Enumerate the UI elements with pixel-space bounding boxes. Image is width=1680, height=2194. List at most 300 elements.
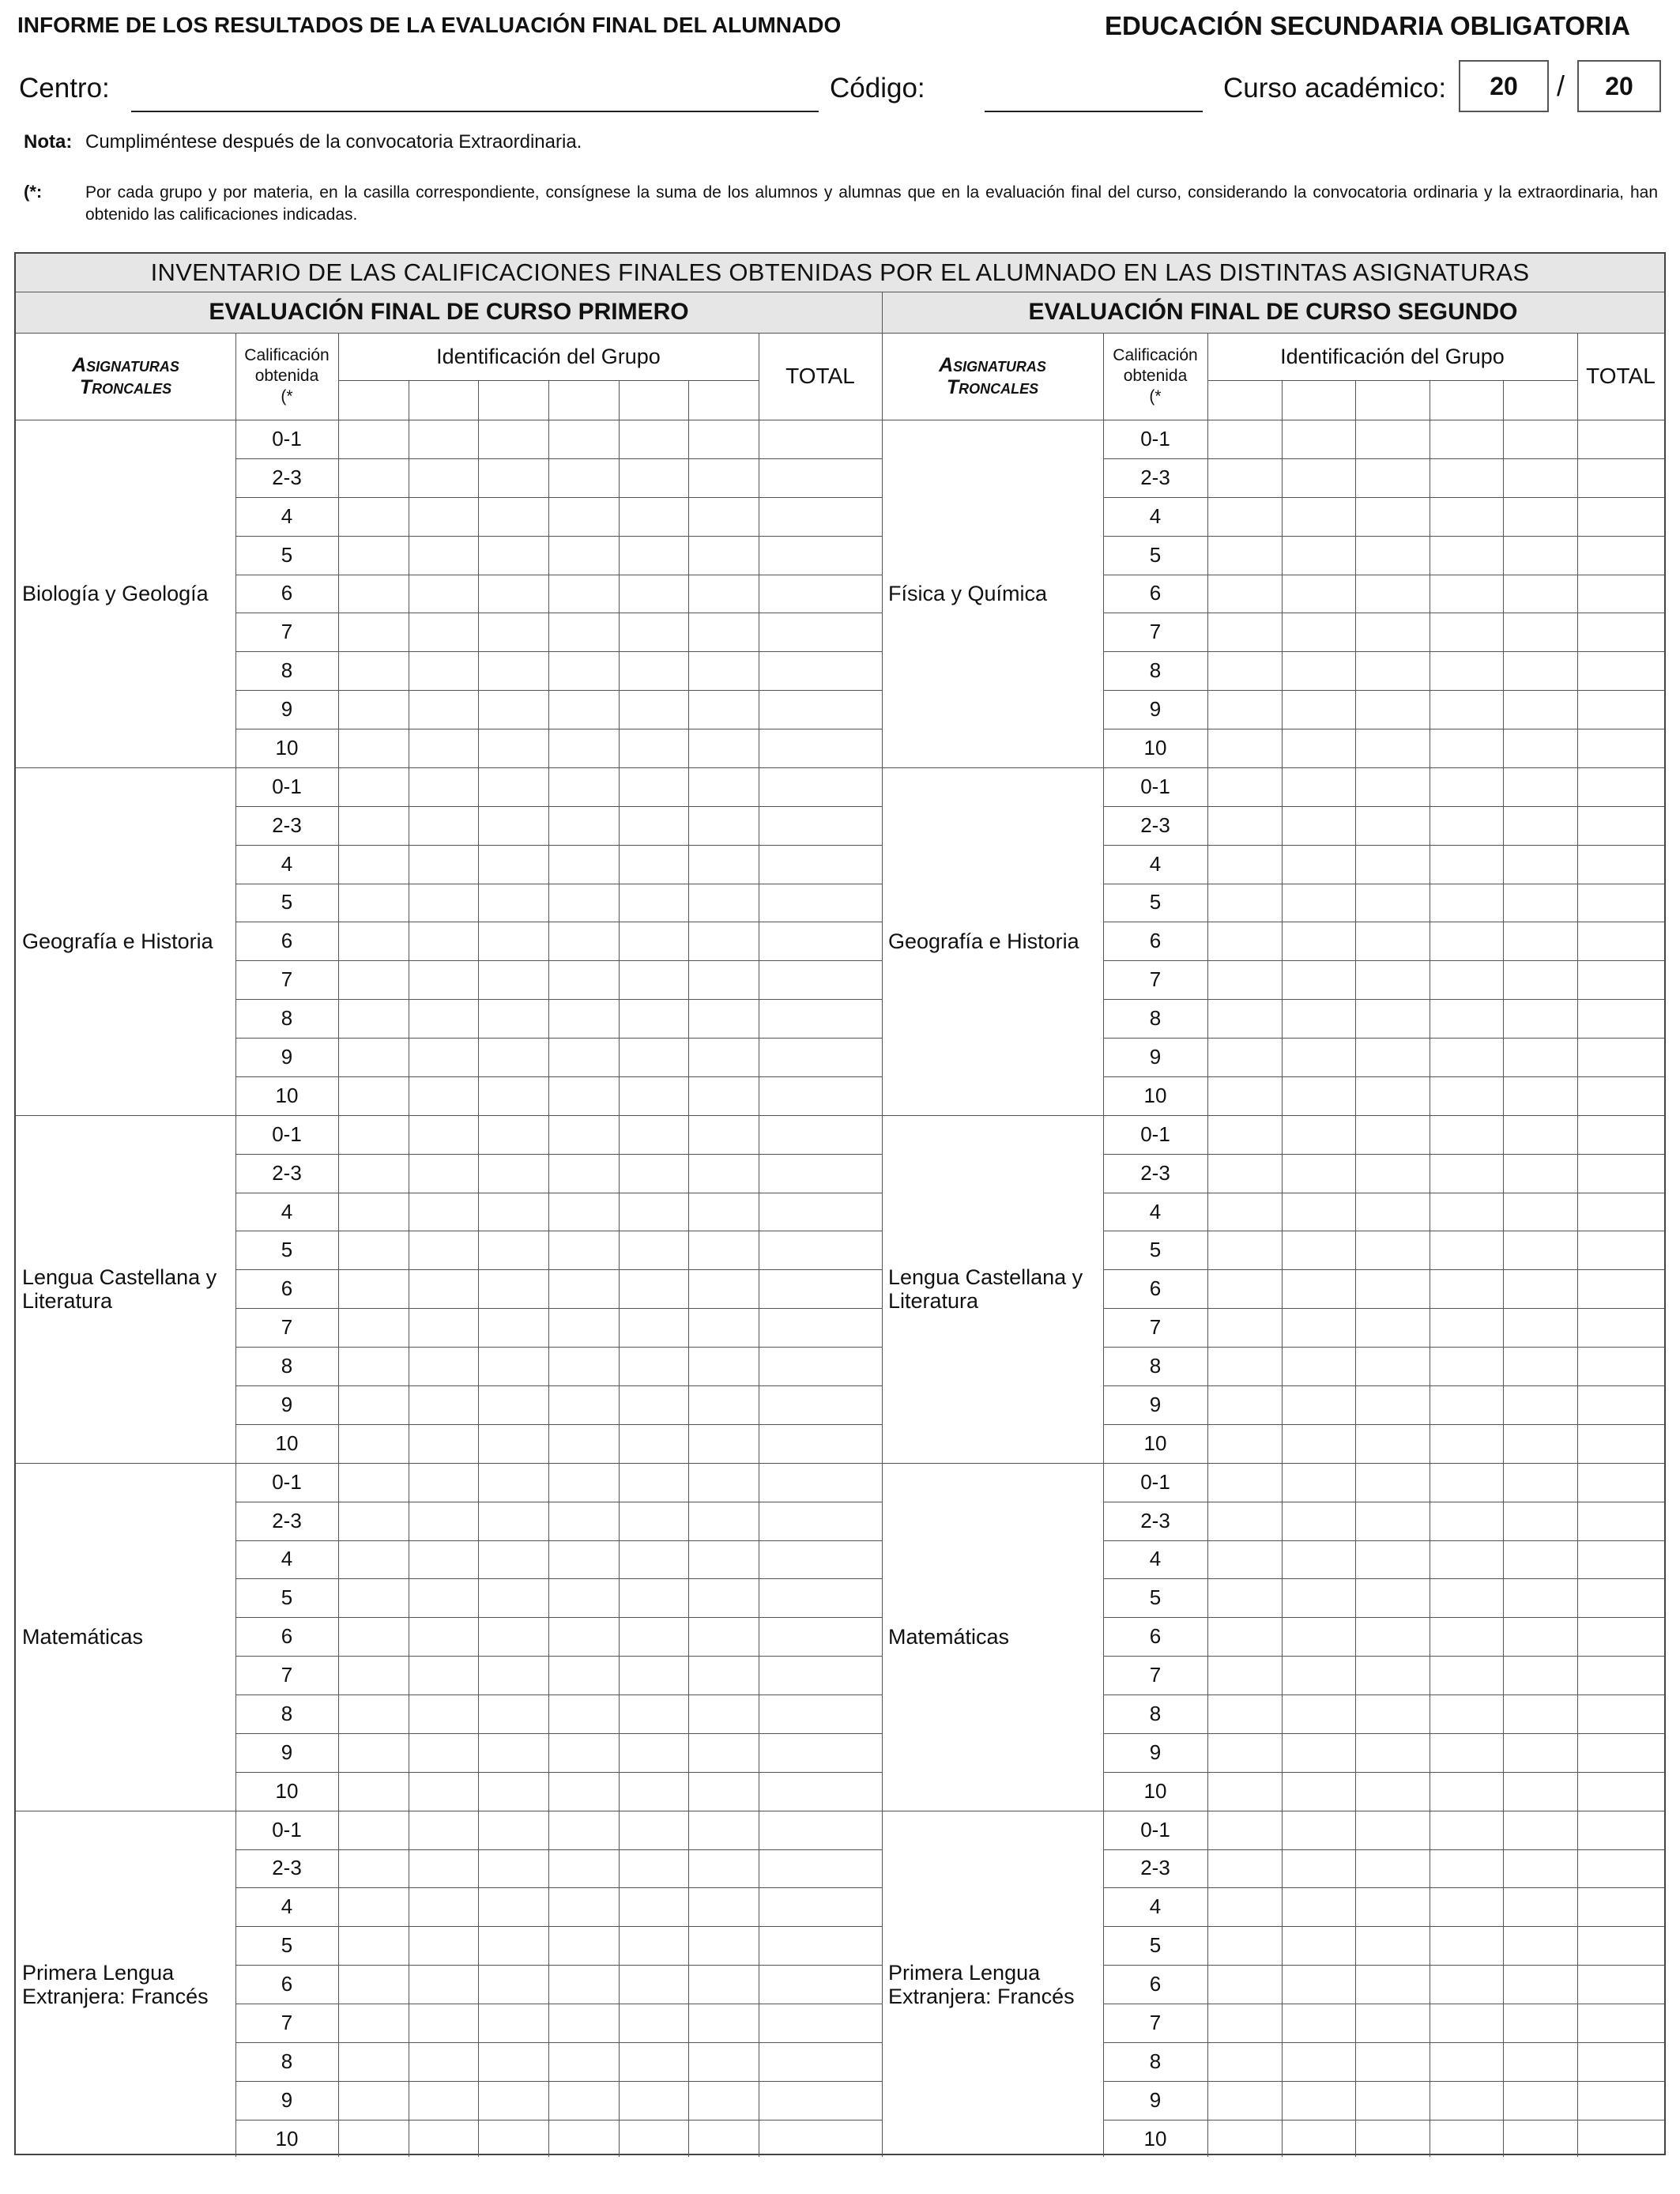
group-count-cell[interactable] [409,2120,479,2158]
group-count-cell[interactable] [1355,536,1430,575]
group-count-cell[interactable] [619,651,689,690]
group-count-cell[interactable] [548,1502,619,1540]
group-count-cell[interactable] [619,806,689,845]
total-cell[interactable] [759,1269,882,1308]
codigo-field[interactable] [985,111,1203,112]
total-cell[interactable] [1577,1154,1664,1193]
group-count-cell[interactable] [1207,1617,1282,1656]
year-end-field[interactable]: 20 [1577,60,1661,112]
group-count-cell[interactable] [1355,690,1430,729]
group-count-cell[interactable] [1503,1926,1577,1965]
group-count-cell[interactable] [1430,1887,1504,1926]
group-count-cell[interactable] [548,1154,619,1193]
group-count-cell[interactable] [1207,922,1282,960]
group-count-cell[interactable] [409,575,479,613]
group-count-cell[interactable] [688,1617,759,1656]
group-count-cell[interactable] [1282,1695,1356,1733]
group-count-cell[interactable] [548,536,619,575]
group-count-cell[interactable] [619,497,689,536]
group-count-cell[interactable] [1282,960,1356,999]
group-count-cell[interactable] [1503,922,1577,960]
group-count-cell[interactable] [338,1269,409,1308]
group-count-cell[interactable] [1355,767,1430,806]
group-count-cell[interactable] [409,960,479,999]
group-count-cell[interactable] [548,1926,619,1965]
total-cell[interactable] [1577,2120,1664,2158]
group-count-cell[interactable] [1282,1115,1356,1154]
group-count-cell[interactable] [1282,767,1356,806]
group-count-cell[interactable] [1355,1385,1430,1424]
group-count-cell[interactable] [1430,1385,1504,1424]
group-count-cell[interactable] [1207,1347,1282,1385]
group-count-cell[interactable] [1282,420,1356,458]
group-count-cell[interactable] [1282,1463,1356,1502]
group-count-cell[interactable] [619,1733,689,1772]
group-count-cell[interactable] [1207,458,1282,497]
group-count-cell[interactable] [1503,1656,1577,1695]
group-count-cell[interactable] [1207,2081,1282,2120]
group-count-cell[interactable] [1503,420,1577,458]
group-count-cell[interactable] [409,1154,479,1193]
group-count-cell[interactable] [1282,1076,1356,1115]
group-count-cell[interactable] [1430,1269,1504,1308]
group-count-cell[interactable] [688,960,759,999]
total-cell[interactable] [759,1115,882,1154]
group-count-cell[interactable] [338,575,409,613]
group-count-cell[interactable] [1430,922,1504,960]
total-cell[interactable] [1577,1115,1664,1154]
total-cell[interactable] [759,536,882,575]
total-cell[interactable] [759,1887,882,1926]
group-count-cell[interactable] [1207,1656,1282,1695]
group-count-cell[interactable] [478,1733,548,1772]
group-count-cell[interactable] [338,1502,409,1540]
group-count-cell[interactable] [338,651,409,690]
group-count-cell[interactable] [548,497,619,536]
group-count-cell[interactable] [688,1926,759,1965]
group-count-cell[interactable] [619,729,689,767]
group-count-cell[interactable] [1355,1231,1430,1269]
group-count-cell[interactable] [619,960,689,999]
total-cell[interactable] [1577,767,1664,806]
group-count-cell[interactable] [1355,420,1430,458]
group-count-cell[interactable] [688,458,759,497]
group-count-cell[interactable] [338,1385,409,1424]
group-count-cell[interactable] [688,1849,759,1888]
group-count-cell[interactable] [338,1424,409,1463]
group-count-cell[interactable] [1430,420,1504,458]
group-count-cell[interactable] [1503,2042,1577,2081]
group-count-cell[interactable] [548,999,619,1038]
group-count-cell[interactable] [338,458,409,497]
total-cell[interactable] [1577,1308,1664,1347]
group-count-cell[interactable] [688,2081,759,2120]
total-cell[interactable] [759,1308,882,1347]
group-count-cell[interactable] [548,1076,619,1115]
group-count-cell[interactable] [1282,2004,1356,2042]
group-count-cell[interactable] [338,1463,409,1502]
group-count-cell[interactable] [1430,1308,1504,1347]
total-cell[interactable] [1577,1578,1664,1617]
group-count-cell[interactable] [1355,1772,1430,1811]
total-cell[interactable] [1577,1038,1664,1076]
group-count-cell[interactable] [409,1965,479,2004]
total-cell[interactable] [759,729,882,767]
group-count-cell[interactable] [1503,1578,1577,1617]
group-count-cell[interactable] [548,2081,619,2120]
group-count-cell[interactable] [338,2004,409,2042]
total-cell[interactable] [1577,729,1664,767]
group-count-cell[interactable] [688,922,759,960]
total-cell[interactable] [1577,1385,1664,1424]
group-count-cell[interactable] [548,960,619,999]
group-count-cell[interactable] [619,2004,689,2042]
group-count-cell[interactable] [1207,1733,1282,1772]
group-count-cell[interactable] [1282,1733,1356,1772]
group-count-cell[interactable] [619,1656,689,1695]
total-cell[interactable] [1577,1463,1664,1502]
group-count-cell[interactable] [1207,1231,1282,1269]
group-count-cell[interactable] [688,1076,759,1115]
group-count-cell[interactable] [1503,1076,1577,1115]
group-count-cell[interactable] [1207,613,1282,651]
group-count-cell[interactable] [338,1347,409,1385]
group-count-cell[interactable] [1503,1269,1577,1308]
group-count-cell[interactable] [619,1887,689,1926]
group-count-cell[interactable] [548,690,619,729]
group-count-cell[interactable] [1207,884,1282,922]
group-count-cell[interactable] [1503,1385,1577,1424]
group-count-cell[interactable] [1355,458,1430,497]
group-count-cell[interactable] [1282,806,1356,845]
group-count-cell[interactable] [548,651,619,690]
group-count-cell[interactable] [338,1617,409,1656]
group-count-cell[interactable] [548,845,619,884]
group-count-cell[interactable] [338,613,409,651]
group-count-cell[interactable] [688,729,759,767]
group-count-cell[interactable] [1430,1811,1504,1849]
group-count-cell[interactable] [1430,1540,1504,1579]
total-cell[interactable] [759,1733,882,1772]
group-count-cell[interactable] [478,575,548,613]
group-count-cell[interactable] [619,922,689,960]
total-cell[interactable] [1577,1926,1664,1965]
total-cell[interactable] [1577,806,1664,845]
group-count-cell[interactable] [409,1463,479,1502]
group-count-cell[interactable] [409,1038,479,1076]
group-count-cell[interactable] [619,1038,689,1076]
total-cell[interactable] [1577,1849,1664,1888]
total-cell[interactable] [1577,1269,1664,1308]
group-count-cell[interactable] [1355,1733,1430,1772]
group-count-cell[interactable] [1207,651,1282,690]
group-count-cell[interactable] [619,2081,689,2120]
group-count-cell[interactable] [1355,497,1430,536]
group-count-cell[interactable] [1430,806,1504,845]
group-count-cell[interactable] [338,1308,409,1347]
group-count-cell[interactable] [688,1811,759,1849]
group-count-cell[interactable] [548,1385,619,1424]
group-count-cell[interactable] [478,1193,548,1231]
total-cell[interactable] [759,420,882,458]
group-count-cell[interactable] [1430,999,1504,1038]
group-count-cell[interactable] [1282,1887,1356,1926]
group-count-cell[interactable] [1282,1849,1356,1888]
group-count-cell[interactable] [338,922,409,960]
group-count-cell[interactable] [1430,767,1504,806]
group-count-cell[interactable] [409,536,479,575]
group-count-cell[interactable] [1207,767,1282,806]
group-count-cell[interactable] [688,1578,759,1617]
group-count-cell[interactable] [409,2004,479,2042]
group-count-cell[interactable] [619,1308,689,1347]
group-count-cell[interactable] [1282,2081,1356,2120]
group-count-cell[interactable] [619,1115,689,1154]
group-count-cell[interactable] [409,1733,479,1772]
group-count-cell[interactable] [478,1772,548,1811]
group-count-cell[interactable] [338,2042,409,2081]
group-count-cell[interactable] [1355,1926,1430,1965]
total-cell[interactable] [1577,999,1664,1038]
group-count-cell[interactable] [1207,1269,1282,1308]
group-count-cell[interactable] [1430,1578,1504,1617]
group-count-cell[interactable] [1355,1463,1430,1502]
group-count-cell[interactable] [688,1385,759,1424]
group-count-cell[interactable] [1282,729,1356,767]
group-count-cell[interactable] [619,2042,689,2081]
group-count-cell[interactable] [338,420,409,458]
group-count-cell[interactable] [1503,1772,1577,1811]
group-count-cell[interactable] [619,1926,689,1965]
group-count-cell[interactable] [1430,1965,1504,2004]
group-count-cell[interactable] [619,1269,689,1308]
group-count-cell[interactable] [548,2042,619,2081]
group-count-cell[interactable] [478,1965,548,2004]
group-count-cell[interactable] [1355,651,1430,690]
group-count-cell[interactable] [478,613,548,651]
group-count-cell[interactable] [1207,575,1282,613]
group-count-cell[interactable] [409,458,479,497]
group-count-cell[interactable] [1503,1502,1577,1540]
group-count-cell[interactable] [1282,458,1356,497]
group-count-cell[interactable] [409,1308,479,1347]
group-count-cell[interactable] [1207,1038,1282,1076]
group-count-cell[interactable] [1503,1733,1577,1772]
group-count-cell[interactable] [1282,536,1356,575]
group-count-cell[interactable] [1355,613,1430,651]
group-count-cell[interactable] [1355,1965,1430,2004]
total-cell[interactable] [759,1540,882,1579]
group-count-cell[interactable] [548,1038,619,1076]
total-cell[interactable] [759,960,882,999]
group-count-cell[interactable] [1207,1540,1282,1579]
group-count-cell[interactable] [1355,1811,1430,1849]
group-count-cell[interactable] [1207,536,1282,575]
group-count-cell[interactable] [1207,1887,1282,1926]
group-count-cell[interactable] [1282,497,1356,536]
group-count-cell[interactable] [1282,1502,1356,1540]
group-count-cell[interactable] [478,2042,548,2081]
group-count-cell[interactable] [619,1193,689,1231]
group-count-cell[interactable] [409,2042,479,2081]
group-count-cell[interactable] [548,1695,619,1733]
group-count-cell[interactable] [548,767,619,806]
group-count-cell[interactable] [1282,1772,1356,1811]
group-count-cell[interactable] [688,575,759,613]
group-count-cell[interactable] [1355,1849,1430,1888]
group-count-cell[interactable] [409,1695,479,1733]
group-count-cell[interactable] [1355,1269,1430,1308]
group-count-cell[interactable] [1503,1695,1577,1733]
total-cell[interactable] [759,2081,882,2120]
group-count-cell[interactable] [409,1076,479,1115]
group-count-cell[interactable] [1355,2081,1430,2120]
group-count-cell[interactable] [548,1115,619,1154]
group-count-cell[interactable] [338,2120,409,2158]
group-count-cell[interactable] [1503,1038,1577,1076]
group-count-cell[interactable] [338,806,409,845]
group-count-cell[interactable] [478,458,548,497]
group-count-cell[interactable] [619,1695,689,1733]
group-count-cell[interactable] [409,613,479,651]
group-count-cell[interactable] [1207,1076,1282,1115]
group-count-cell[interactable] [409,2081,479,2120]
group-count-cell[interactable] [1430,1617,1504,1656]
group-count-cell[interactable] [338,999,409,1038]
total-cell[interactable] [1577,2004,1664,2042]
group-count-cell[interactable] [1282,575,1356,613]
total-cell[interactable] [759,613,882,651]
total-cell[interactable] [759,651,882,690]
group-count-cell[interactable] [1430,1463,1504,1502]
group-count-cell[interactable] [1430,575,1504,613]
group-count-cell[interactable] [338,1656,409,1695]
group-count-cell[interactable] [1355,1617,1430,1656]
group-count-cell[interactable] [478,845,548,884]
group-count-cell[interactable] [619,690,689,729]
group-count-cell[interactable] [1503,613,1577,651]
group-count-cell[interactable] [478,1385,548,1424]
group-count-cell[interactable] [338,2081,409,2120]
group-count-cell[interactable] [619,575,689,613]
group-count-cell[interactable] [1207,1965,1282,2004]
group-count-cell[interactable] [409,884,479,922]
group-count-cell[interactable] [1282,651,1356,690]
group-count-cell[interactable] [478,2004,548,2042]
group-count-cell[interactable] [1282,1656,1356,1695]
group-count-cell[interactable] [478,1038,548,1076]
group-count-cell[interactable] [1355,1502,1430,1540]
group-count-cell[interactable] [1207,420,1282,458]
group-count-cell[interactable] [688,845,759,884]
group-count-cell[interactable] [478,960,548,999]
group-count-cell[interactable] [1503,767,1577,806]
group-count-cell[interactable] [409,1578,479,1617]
group-count-cell[interactable] [478,1695,548,1733]
group-count-cell[interactable] [1282,1540,1356,1579]
group-count-cell[interactable] [1282,1269,1356,1308]
group-count-cell[interactable] [548,1965,619,2004]
group-count-cell[interactable] [1430,884,1504,922]
group-count-cell[interactable] [548,922,619,960]
group-count-cell[interactable] [478,999,548,1038]
group-count-cell[interactable] [688,1887,759,1926]
group-count-cell[interactable] [1503,1231,1577,1269]
group-count-cell[interactable] [619,2120,689,2158]
group-count-cell[interactable] [1503,1154,1577,1193]
group-count-cell[interactable] [409,845,479,884]
total-cell[interactable] [759,2004,882,2042]
group-count-cell[interactable] [1355,2042,1430,2081]
group-count-cell[interactable] [409,1193,479,1231]
group-count-cell[interactable] [1282,1424,1356,1463]
group-count-cell[interactable] [1282,1617,1356,1656]
group-count-cell[interactable] [548,1656,619,1695]
group-count-cell[interactable] [688,497,759,536]
group-count-cell[interactable] [338,690,409,729]
group-count-cell[interactable] [619,999,689,1038]
group-count-cell[interactable] [478,1849,548,1888]
total-cell[interactable] [1577,1965,1664,2004]
group-count-cell[interactable] [619,1076,689,1115]
group-count-cell[interactable] [1503,1965,1577,2004]
total-cell[interactable] [1577,1231,1664,1269]
centro-field[interactable] [131,111,819,112]
group-count-cell[interactable] [338,1926,409,1965]
group-count-cell[interactable] [619,1965,689,2004]
total-cell[interactable] [1577,1811,1664,1849]
group-count-cell[interactable] [1355,1656,1430,1695]
group-count-cell[interactable] [478,1463,548,1502]
group-count-cell[interactable] [1355,729,1430,767]
total-cell[interactable] [759,1926,882,1965]
group-count-cell[interactable] [1503,1617,1577,1656]
group-count-cell[interactable] [1282,1308,1356,1347]
group-count-cell[interactable] [409,1540,479,1579]
group-count-cell[interactable] [1207,1193,1282,1231]
group-count-cell[interactable] [338,1887,409,1926]
total-cell[interactable] [759,1965,882,2004]
total-cell[interactable] [1577,1347,1664,1385]
group-count-cell[interactable] [1355,1347,1430,1385]
total-cell[interactable] [1577,651,1664,690]
group-count-cell[interactable] [409,1385,479,1424]
total-cell[interactable] [1577,690,1664,729]
group-count-cell[interactable] [1503,1308,1577,1347]
group-count-cell[interactable] [1355,1424,1430,1463]
group-count-cell[interactable] [409,420,479,458]
group-count-cell[interactable] [1430,960,1504,999]
group-count-cell[interactable] [688,2042,759,2081]
group-count-cell[interactable] [1207,1811,1282,1849]
total-cell[interactable] [1577,922,1664,960]
group-count-cell[interactable] [619,1811,689,1849]
group-count-cell[interactable] [409,767,479,806]
group-count-cell[interactable] [548,729,619,767]
group-count-cell[interactable] [619,1849,689,1888]
group-count-cell[interactable] [548,2004,619,2042]
group-count-cell[interactable] [1503,690,1577,729]
group-count-cell[interactable] [409,922,479,960]
group-count-cell[interactable] [688,1308,759,1347]
group-count-cell[interactable] [1207,999,1282,1038]
group-count-cell[interactable] [478,1656,548,1695]
group-count-cell[interactable] [619,536,689,575]
group-count-cell[interactable] [688,1463,759,1502]
group-count-cell[interactable] [1282,1385,1356,1424]
group-count-cell[interactable] [1355,1695,1430,1733]
group-count-cell[interactable] [1207,1849,1282,1888]
